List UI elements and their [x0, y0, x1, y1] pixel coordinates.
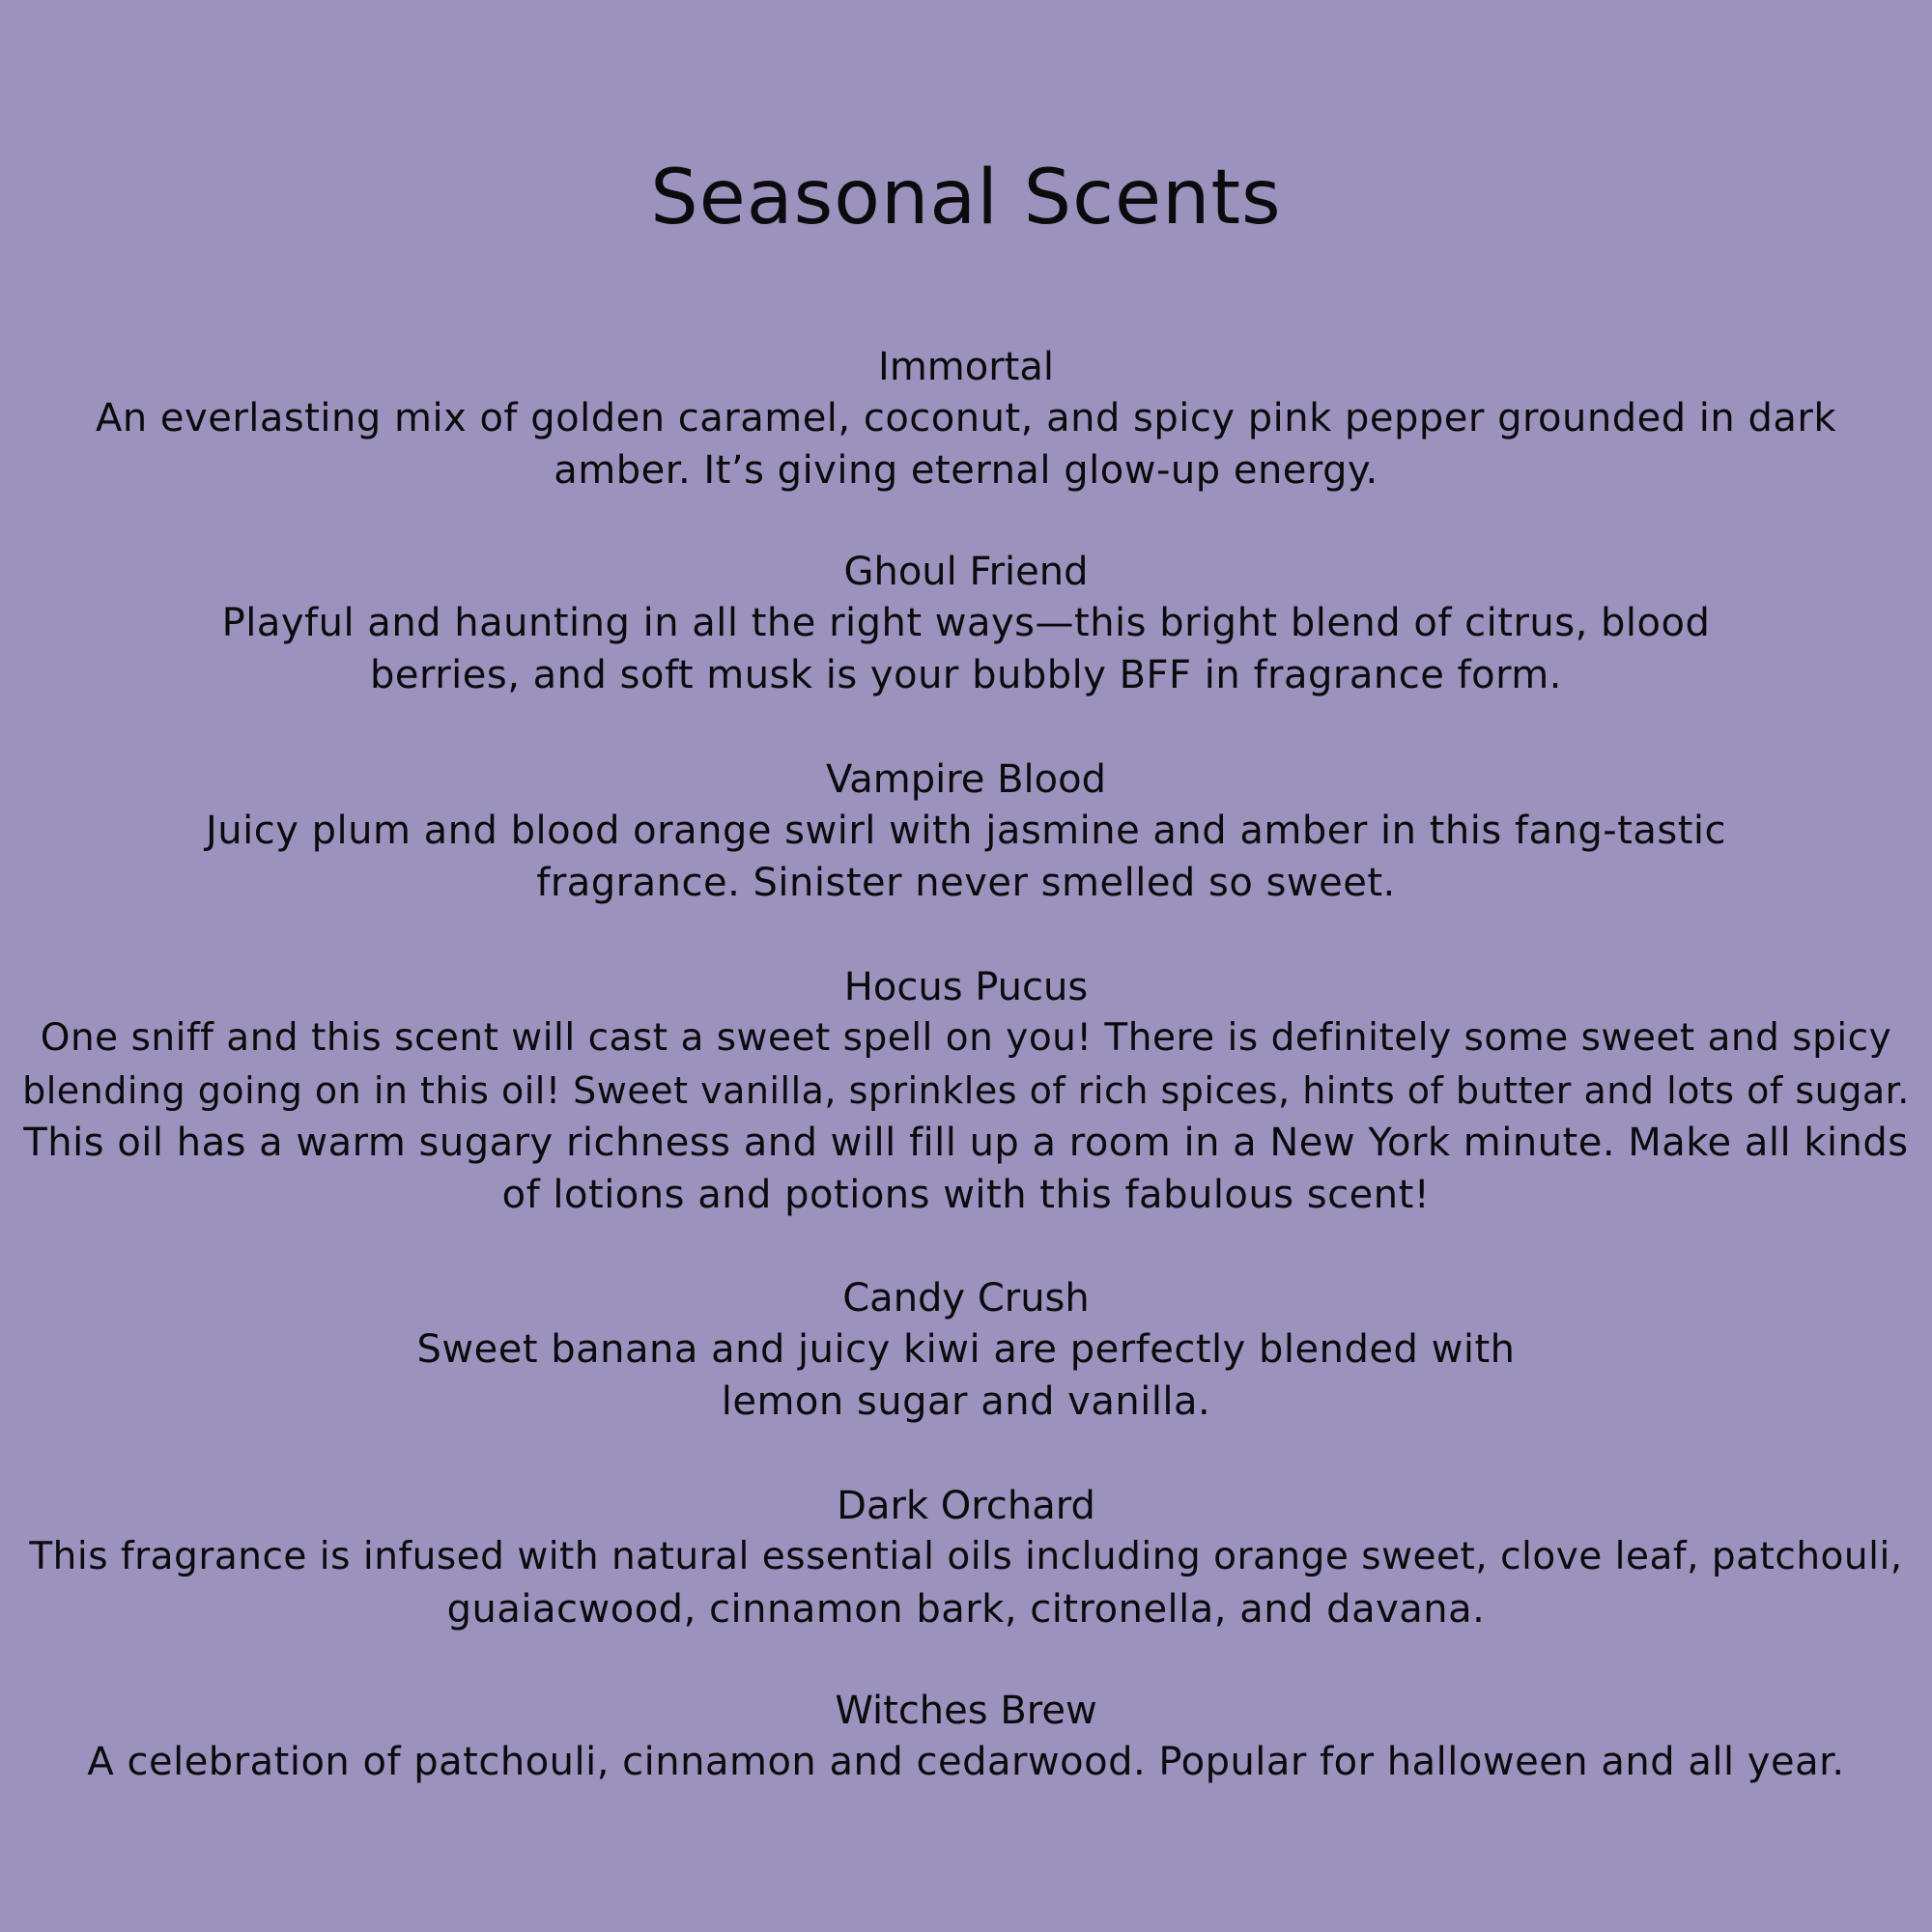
scent-description-line: lemon sugar and vanilla. — [721, 1379, 1211, 1424]
scent-description-line: Juicy plum and blood orange swirl with jasmine and amber in this fang-tastic — [205, 809, 1726, 853]
scent-description-line: Playful and haunting in all the right ways—this bright blend of citrus, blood — [221, 601, 1711, 645]
scent-name: Hocus Pucus — [843, 965, 1089, 1009]
scent-description-line: An everlasting mix of golden caramel, coconut, and spicy pink pepper grounded in dark — [96, 396, 1836, 440]
scent-description-line: blending going on in this oil! Sweet vanilla, sprinkles of rich spices, hints of butter and lots of sugar. — [22, 1069, 1910, 1112]
scent-name: Ghoul Friend — [843, 550, 1089, 594]
scent-name: Vampire Blood — [825, 757, 1107, 802]
scent-description-line: This fragrance is infused with natural essential oils including orange sweet, clove leaf, patchouli, — [29, 1535, 1903, 1578]
scent-entry-witches-brew — [0, 1686, 1932, 1788]
scent-entry-dark-orchard — [0, 1481, 1932, 1635]
scent-description-line: One sniff and this scent will cast a sweet spell on you! There is definitely some sweet and spicy — [40, 1016, 1892, 1060]
scent-name: Witches Brew — [835, 1689, 1097, 1733]
scent-description-line: Sweet banana and juicy kiwi are perfectly blended with — [416, 1327, 1516, 1372]
scent-entry-candy-crush — [0, 1273, 1932, 1428]
scent-description-line: amber. It’s giving eternal glow-up energy. — [554, 448, 1378, 493]
scent-name: Candy Crush — [842, 1276, 1090, 1321]
scent-description-line: berries, and soft musk is your bubbly BFF in fragrance form. — [369, 653, 1562, 697]
scent-entry-vampire-blood — [0, 754, 1932, 909]
scent-description-line: of lotions and potions with this fabulous scent! — [501, 1173, 1431, 1217]
scent-name: Dark Orchard — [837, 1484, 1095, 1528]
scent-description-line: fragrance. Sinister never smelled so sweet. — [536, 861, 1396, 905]
scent-description-line: guaiacwood, cinnamon bark, citronella, and davana. — [446, 1587, 1486, 1632]
scent-name: Immortal — [878, 345, 1054, 389]
page-title: Seasonal Scents — [650, 155, 1282, 242]
scent-entry-hocus-pucus — [0, 962, 1932, 1221]
scent-description-line: A celebration of patchouli, cinnamon and cedarwood. Popular for halloween and all year. — [87, 1740, 1845, 1784]
scent-entry-immortal — [0, 342, 1932, 497]
scent-entry-ghoul-friend — [0, 547, 1932, 701]
scent-description-line: This oil has a warm sugary richness and will fill up a room in a New York minute. Make all kinds — [23, 1121, 1909, 1165]
